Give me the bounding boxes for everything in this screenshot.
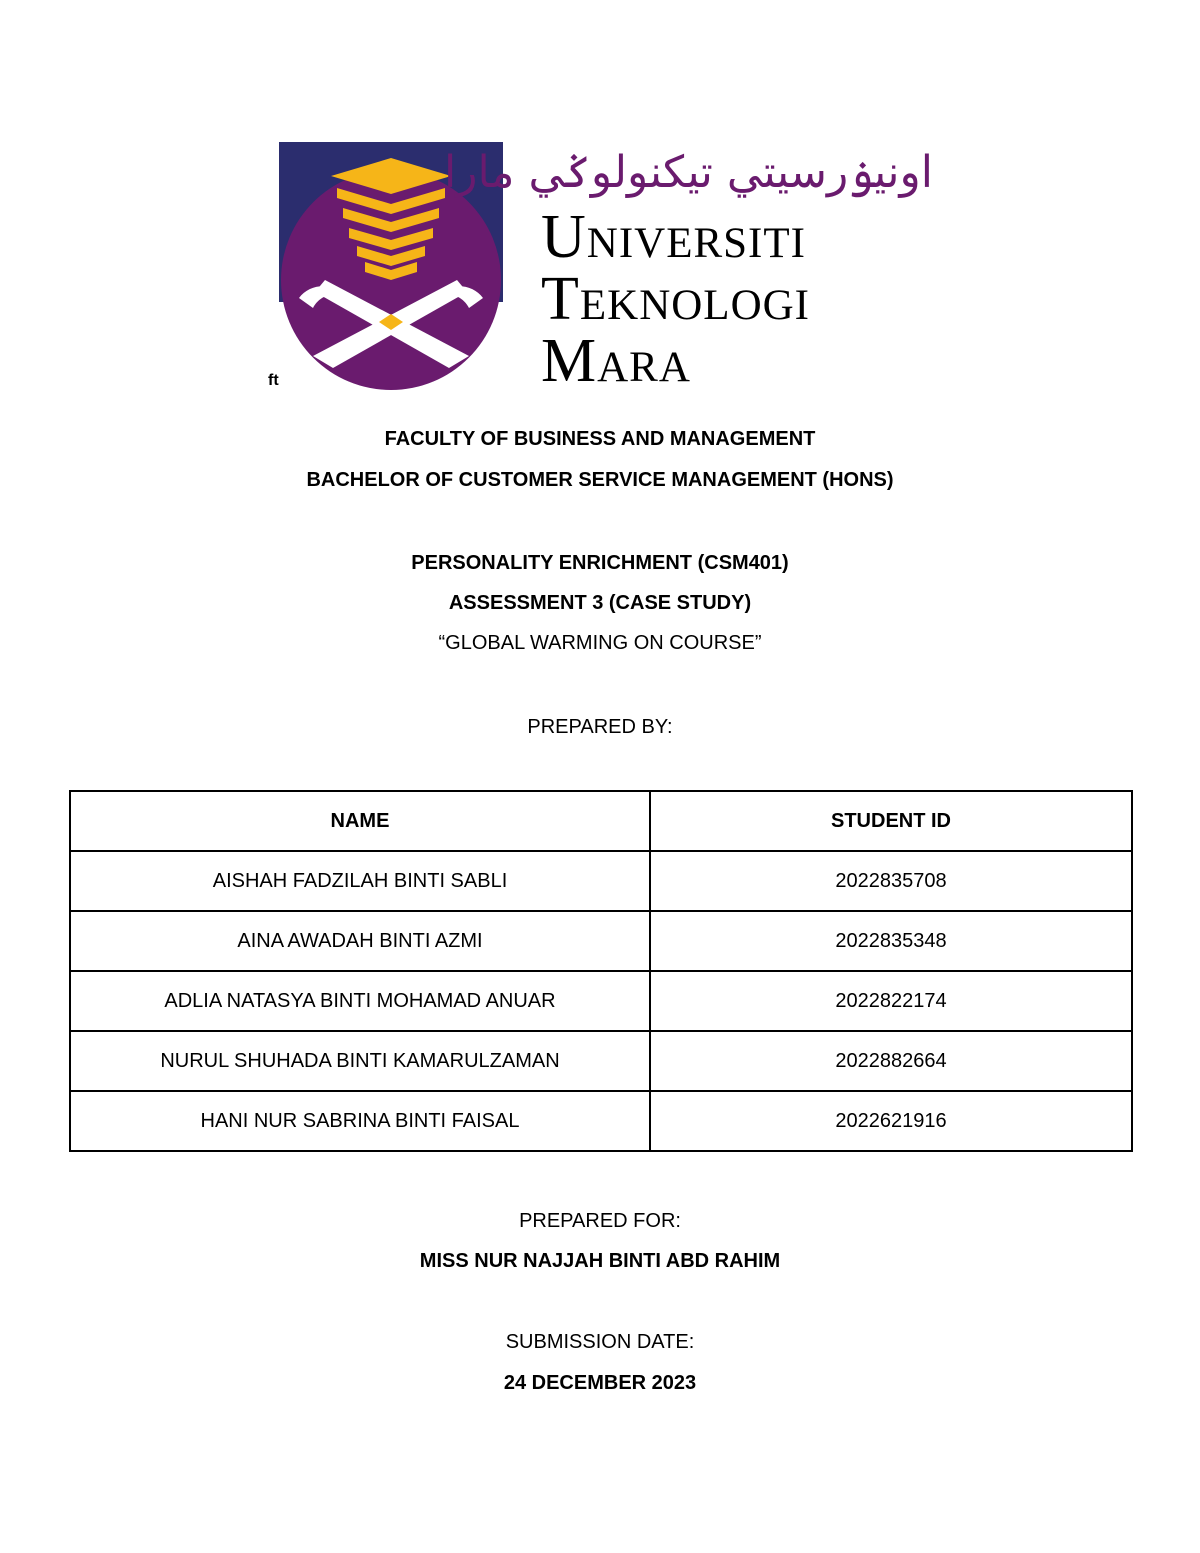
table-row — [70, 1031, 1132, 1091]
prepared-by-label: PREPARED BY: — [527, 716, 673, 738]
members-table — [69, 790, 1133, 1152]
submission-date: 24 DECEMBER 2023 — [503, 1372, 697, 1394]
member-name: ADLIA NATASYA BINTI MOHAMAD ANUAR — [70, 971, 650, 1031]
faculty-heading: FACULTY OF BUSINESS AND MANAGEMENT — [384, 428, 816, 450]
member-student-id: 2022882664 — [650, 1031, 1132, 1091]
lecturer-name: MISS NUR NAJJAH BINTI ABD RAHIM — [419, 1250, 781, 1272]
member-student-id: 2022621916 — [650, 1091, 1132, 1151]
stray-mark: ft — [268, 372, 279, 389]
table-row — [70, 851, 1132, 911]
assessment-name: ASSESSMENT 3 (CASE STUDY) — [448, 592, 752, 614]
table-row — [70, 971, 1132, 1031]
logo-word-universiti: Universiti — [541, 203, 806, 271]
member-student-id: 2022822174 — [650, 971, 1132, 1031]
logo-word-mara: Mara — [541, 327, 691, 395]
prepared-for-label: PREPARED FOR: — [519, 1210, 681, 1232]
logo-jawi-text: اونيۏرسيتي تيكنولوݢي مارا — [444, 147, 933, 198]
member-name: NURUL SHUHADA BINTI KAMARULZAMAN — [70, 1031, 650, 1091]
submission-date-label: SUBMISSION DATE: — [505, 1331, 695, 1353]
table-row — [70, 911, 1132, 971]
member-name: HANI NUR SABRINA BINTI FAISAL — [70, 1091, 650, 1151]
member-name: AINA AWADAH BINTI AZMI — [70, 911, 650, 971]
case-study-title: “GLOBAL WARMING ON COURSE” — [438, 632, 762, 654]
programme-heading: BACHELOR OF CUSTOMER SERVICE MANAGEMENT (HONS) — [306, 469, 894, 491]
table-row — [70, 1091, 1132, 1151]
column-header-student-id: STUDENT ID — [650, 791, 1132, 851]
course-name: PERSONALITY ENRICHMENT (CSM401) — [411, 552, 789, 574]
table-header-row — [70, 791, 1132, 851]
member-student-id: 2022835708 — [650, 851, 1132, 911]
member-student-id: 2022835348 — [650, 911, 1132, 971]
logo-wordmark — [541, 203, 810, 395]
column-header-name: NAME — [70, 791, 650, 851]
logo-word-teknologi: Teknologi — [541, 265, 810, 333]
member-name: AISHAH FADZILAH BINTI SABLI — [70, 851, 650, 911]
university-logo — [279, 142, 939, 395]
